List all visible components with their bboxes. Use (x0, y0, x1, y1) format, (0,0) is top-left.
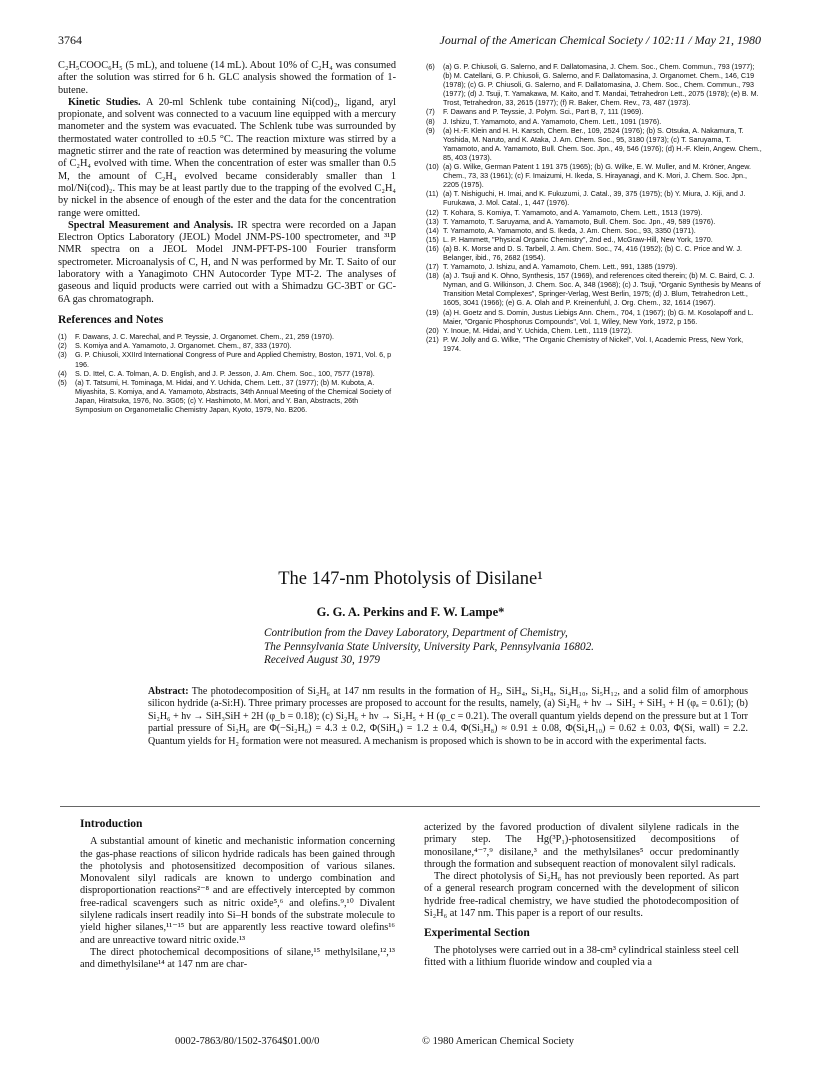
affiliation (264, 627, 594, 668)
run-in-heading: Kinetic Studies. (68, 96, 141, 108)
paragraph (58, 220, 396, 306)
reference-item (426, 235, 762, 244)
reference-text: S. D. Ittel, C. A. Tolman, A. D. English, and J. P. Jesson, J. Am. Chem. Soc., 100, 7577 (1978). (75, 368, 375, 378)
paragraph: The direct photolysis of Si₂H₆ has not previously been reported. As part of a general research program concerned with the development of silicon hydride free-radical chemistry, we have studied the photodecomposition of Si₂H₆ at 147 nm. This paper is a report of our results. (424, 871, 739, 920)
reference-text: J. Ishizu, T. Yamamoto, and A. Yamamoto, Chem. Lett., 1091 (1976). (443, 116, 662, 126)
reference-number: (9) (426, 125, 435, 135)
reference-item (426, 189, 762, 207)
paragraph-text: A 20-ml Schlenk tube containing Ni(cod)₂, ligand, aryl propionate, and solvent was connected to a vacuum line equipped with a mercury manometer and the system was evacuated. The Schlenk tube was surrounded by thermostated water controlled to ±0.5 °C. The reaction mixture was stirred by a magnetic stirrer and the rate of reaction was determined by measuring the volume of C₂H₄ evolved with time. When the concentration of ester was smaller than 0.5 M, the amount of C₂H₄ evolved became considerably smaller than 1 mol/Ni(cod)₂. This may be at least partly due to the trapping of the evolved C₂H₄ by nickel in the absence of enough of the ester and the data for the concentration range were omitted. (58, 96, 396, 219)
intro-right-column (424, 822, 739, 969)
reference-item (426, 217, 762, 226)
paragraph: acterized by the favored production of divalent silylene radicals in the primary step. The Hg(³P₁)-photosensitized decompositions of monosilane,⁴⁻⁷,⁹ disilane,³ and the methylsilanes⁵ occur predominantly through the formation and subsequent reaction of monovalent silyl radicals. (424, 822, 739, 870)
affiliation-line: The Pennsylvania State University, University Park, Pennsylvania 16802. (264, 640, 594, 653)
reference-text: L. P. Hammett, "Physical Organic Chemistry", 2nd ed., McGraw-Hill, New York, 1970. (443, 234, 713, 244)
reference-text: S. Komiya and A. Yamamoto, J. Organomet. Chem., 87, 333 (1970). (75, 341, 292, 351)
reference-item (426, 226, 762, 235)
reference-number: (6) (426, 62, 435, 71)
reference-item (426, 271, 762, 307)
reference-number: (11) (426, 189, 439, 199)
paragraph-text: IR spectra were recorded on a Japan Electron Optics Laboratory (JEOL) Model JNM-PS-100 spectrometer, and ³¹P NMR spectra on a JEOL Model JNM-PFT-PS-100 Fourier transform spectrometer. Microanalysis of C, H, and N was performed by Mr. T. Saito of our laboratory with a Yanagimoto CHN Autocorder Type MT-2. The analyses of gaseous and liquid products were carried out with a Shimadzu GC-3BT or GC-6A gas chromatograph. (58, 219, 396, 305)
reference-number: (4) (58, 368, 67, 378)
abstract (148, 686, 748, 748)
reference-number: (8) (426, 116, 435, 126)
reference-text: F. Dawans, J. C. Marechal, and P. Teyssie, J. Organomet. Chem., 21, 259 (1970). (75, 332, 335, 342)
reference-number: (12) (426, 207, 439, 217)
reference-text: (a) B. K. Morse and D. S. Tarbell, J. Am. Chem. Soc., 74, 416 (1952); (b) C. C. Price and W. J. Belanger, ibid., 76, 2682 (1954). (443, 243, 743, 262)
reference-text: (a) G. Wilke, German Patent 1 191 375 (1965); (b) G. Wilke, E. W. Muller, and M. Kröner, Angew. Chem., 73, 33 (1961); (c) F. Imaizumi, H. Ikeda, S. Hirayanagi, and K. Mori, J. Chem. Soc. Jpn., 2205 (1975). (443, 162, 751, 190)
experimental-heading: Experimental Section (424, 927, 530, 940)
reference-number: (14) (426, 225, 439, 235)
reference-text: (a) T. Nishiguchi, H. Imai, and K. Fukuzumi, J. Catal., 39, 375 (1975); (b) Y. Miura, J. Kiji, and J. Furukawa, J. Mol. Catal., 1, 447 (1976). (443, 189, 746, 208)
reference-number: (2) (58, 341, 67, 351)
reference-number: (20) (426, 325, 439, 335)
top-left-column (58, 60, 396, 414)
reference-text: (a) H. Goetz and S. Domin, Justus Liebigs Ann. Chem., 704, 1 (1967); (b) G. M. Kosolapoff and L. Maier, "Organic Phosphorus Compounds", Vol. 1, Wiley, New York, 1972, p 156. (443, 307, 754, 326)
journal-header: Journal of the American Chemical Society / 102:11 / May 21, 1980 (439, 33, 761, 47)
abstract-label: Abstract: (148, 686, 189, 697)
paragraph: A substantial amount of kinetic and mechanistic information concerning the gas-phase reactions of silicon hydride radicals has been gained through the photolysis and photosensitized decomposition of various silanes. Monovalent silyl radicals are known to undergo combination and disproportionation reactions²⁻⁸ and are effectively intercepted by common free-radical scavengers such as nitric oxide⁵,⁶ and olefins.⁹,¹⁰ Divalent silylene radicals insert readily into Si–H bonds of the substrate molecule to yield higher silanes,¹¹⁻¹⁵ but are apparently less reactive toward olefins¹⁶ and are unreactive toward nitric oxide.¹³ (80, 836, 395, 946)
reference-item (426, 308, 762, 326)
reference-item (426, 244, 762, 262)
reference-number: (17) (426, 262, 439, 272)
page-number: 3764 (58, 33, 82, 47)
reference-text: P. W. Jolly and G. Wilke, "The Organic Chemistry of Nickel", Vol. I, Academic Press, New York, 1974. (443, 334, 744, 353)
reference-text: T. Kohara, S. Komiya, T. Yamamoto, and A. Yamamoto, Chem. Lett., 1513 (1979). (443, 207, 703, 217)
abstract-text: The photodecomposition of Si₂H₆ at 147 nm results in the formation of H₂, SiH₄, Si₃H₈, Si₄H₁₀, Si₅H₁₂, and a solid film of amorphous silicon hydride (a-Si:H). Three primary processes are proposed to account for the results, namely, (a) Si₂H₆ + hν → SiH₂ + SiH₃ + H (φₐ = 0.61); (b) Si₂H₆ + hν → SiH₃SiH + 2H (φ_b = 0.18); (c) Si₂H₆ + hν → Si₂H₅ + H (φ_c = 0.21). The overall quantum yields depend on the pressure but at 1 Torr partial pressure of Si₂H₆ are Φ(−Si₂H₆) = 4.3 ± 0.2, Φ(SiH₄) = 1.2 ± 0.4, Φ(Si₃H₈) ≈ 0.91 ± 0.08, Φ(Si₄H₁₀) = 0.62 ± 0.03, Φ(Si, wall) = 2.2. Quantum yields for H₂ formation were not measured. A mechanism is proposed which is shown to be in accord with the experimental facts. (148, 686, 748, 747)
copyright: © 1980 American Chemical Society (422, 1036, 575, 1047)
reference-item (58, 341, 396, 350)
article-code: 0002-7863/80/1502-3764$01.00/0 (175, 1036, 320, 1047)
paragraph: The direct photochemical decompositions of silane,¹⁵ methylsilane,¹²,¹³ and dimethylsilane¹⁴ at 147 nm are char- (80, 946, 395, 971)
reference-item (58, 332, 396, 341)
paragraph: C₂H₅COOC₆H₅ (5 mL), and toluene (14 mL). About 10% of C₂H₄ was consumed after the solution was stirred for 6 h. GLC analysis showed the formation of 1-butene. (58, 60, 396, 96)
divider (60, 806, 760, 807)
reference-item (426, 326, 762, 335)
reference-text: (a) T. Tatsumi, H. Tominaga, M. Hidai, and Y. Uchida, Chem. Lett., 37 (1977); (b) M. Kubota, A. Miyashita, S. Komiya, and A. Yamamoto, Abstracts, 34th Annual Meeting of the Chemical Society of Japan, Hiratsuka, 1976, No. 3G05; (c) Y. Hashimoto, M. Mori, and Y. Ban, Abstracts, 26th Symposium on Organometallic Chemistry Japan, Kyoto, 1979, No. B206. (75, 377, 392, 414)
authors: G. G. A. Perkins and F. W. Lampe* (316, 605, 505, 619)
paragraph (58, 97, 396, 220)
reference-number: (15) (426, 234, 439, 244)
reference-item (426, 262, 762, 271)
reference-number: (5) (58, 377, 67, 387)
reference-number: (3) (58, 350, 67, 360)
article-title: The 147-nm Photolysis of Disilane¹ (278, 569, 543, 589)
reference-item (426, 107, 762, 116)
reference-number: (21) (426, 334, 439, 344)
reference-number: (7) (426, 107, 435, 117)
reference-text: T. Yamamoto, A. Yamamoto, and S. Ikeda, J. Am. Chem. Soc., 93, 3350 (1971). (443, 225, 696, 235)
received-date: Received August 30, 1979 (264, 654, 380, 666)
reference-text: Y. Inoue, M. Hidai, and Y. Uchida, Chem. Lett., 1119 (1972). (443, 325, 633, 335)
reference-item (426, 62, 762, 107)
reference-item (426, 126, 762, 162)
reference-item (426, 208, 762, 217)
reference-number: (18) (426, 271, 439, 281)
affiliation-line: Contribution from the Davey Laboratory, Department of Chemistry, (264, 627, 568, 639)
reference-text: (a) J. Tsuji and K. Ohno, Synthesis, 157 (1969), and references cited therein; (b) M. C. Baird, C. J. Nyman, and G. Wilkinson, J. Chem. Soc. A, 348 (1968); (c) J. Tsuji, "Organic Synthesis by Means of Transition Metal Complexes", Springer-Verlag, West Berlin, 1975; (d) J. Blum, Tetrahedron Lett., 1605, 3041 (1966); (e) G. A. Olah and P. Kreinenfuhl, J. Org. Chem., 32, 1614 (1967). (443, 271, 761, 308)
run-in-heading: Spectral Measurement and Analysis. (68, 219, 234, 231)
reference-text: G. P. Chiusoli, XXIIrd International Congress of Pure and Applied Chemistry, Boston, 1971, Vol. 6, p 196. (75, 350, 392, 369)
intro-left-column (80, 818, 395, 972)
reference-text: (a) H.-F. Klein and H. H. Karsch, Chem. Ber., 109, 2524 (1976); (b) S. Otsuka, A. Nakamura, T. Yoshida, M. Naruto, and K. Ataka, J. Am. Chem. Soc., 95, 3180 (1973); (c) T. Saruyama, T. Yamamoto, and A. Yamamoto, Bull. Chem. Soc. Jpn., 49, 546 (1976); (d) H.-F. Klein, Angew. Chem., 85, 403 (1973). (443, 125, 762, 162)
reference-number: (16) (426, 243, 439, 253)
reference-number: (13) (426, 216, 439, 226)
paragraph: The photolyses were carried out in a 38-cm³ cylindrical stainless steel cell fitted with a lithium fluoride window and coupled via a (424, 944, 739, 968)
reference-number: (10) (426, 162, 439, 172)
reference-item (58, 350, 396, 368)
reference-item (426, 162, 762, 189)
reference-item (426, 335, 762, 353)
references-list-left (58, 332, 396, 414)
reference-item (58, 369, 396, 378)
introduction-heading: Introduction (80, 818, 143, 830)
reference-item (58, 378, 396, 414)
reference-text: T. Yamamoto, T. Saruyama, and A. Yamamoto, Bull. Chem. Soc. Jpn., 49, 589 (1976). (443, 216, 716, 226)
reference-text: (a) G. P. Chiusoli, G. Salerno, and F. Dallatomasina, J. Chem. Soc., Chem. Commun., 793 (1977); (b) M. Catellani, G. P. Chiusoli, G. Salerno, and F. Dallatomasina, J. Organomet. Chem., 146, C19 (1978); (c) G. P. Chiusoli, G. Salerno, and F. Dallatomasina, J. Chem. Soc., Chem. Commun., 793 (1977); (d) J. Tsuji, T. Yamakawa, M. Kaito, and T. Mandai, Tetrahedron Lett., 2075 (1978); (e) B. M. Trost, Tetrahedron, 33, 2615 (1977); (f) R. Baker, Chem. Rev., 73, 487 (1973). (443, 62, 759, 108)
references-list-right (426, 62, 762, 353)
references-heading: References and Notes (58, 313, 164, 326)
reference-text: F. Dawans and P. Teyssie, J. Polym. Sci., Part B, 7, 111 (1969). (443, 107, 644, 117)
reference-text: T. Yamamoto, J. Ishizu, and A. Yamamoto, Chem. Lett., 991, 1385 (1979). (443, 262, 678, 272)
reference-item (426, 117, 762, 126)
reference-number: (1) (58, 332, 67, 342)
reference-number: (19) (426, 307, 439, 317)
